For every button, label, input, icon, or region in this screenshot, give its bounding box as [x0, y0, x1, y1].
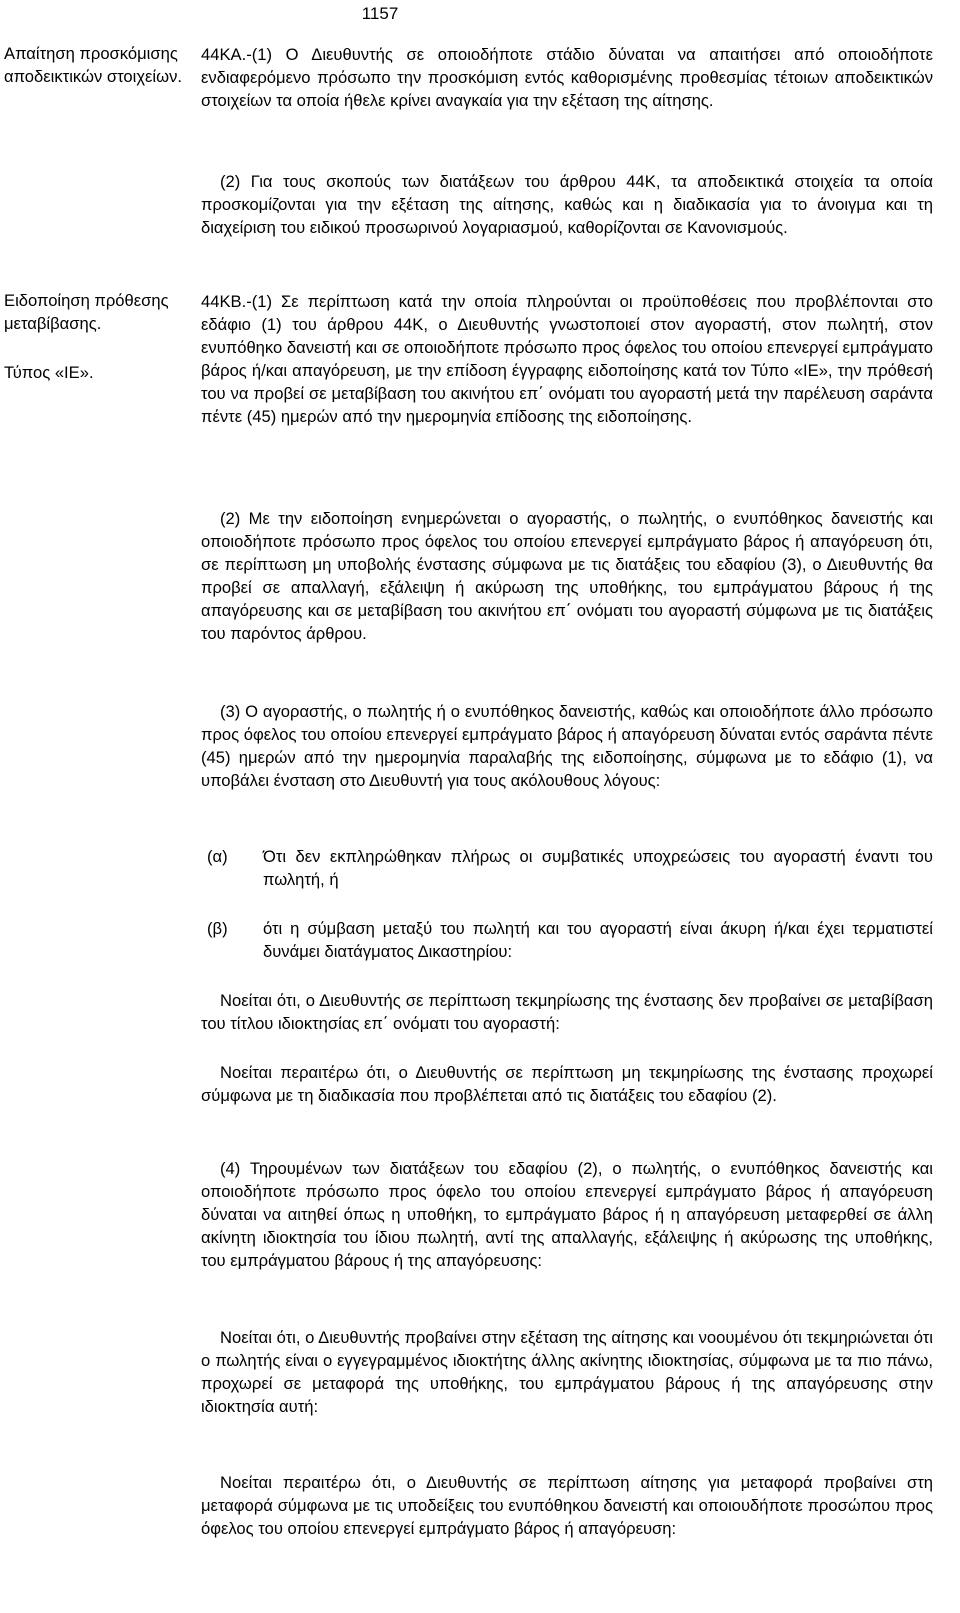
page-number: 1157 [361, 4, 399, 23]
sidenote-notice-of-intent: Ειδοποίηση πρόθεσης μεταβίβασης. [4, 291, 169, 333]
proviso-3: Νοείται ότι, ο Διευθυντής προβαίνει στην εξέταση της αίτησης και νοουμένου ότι τεκμηριώνεται ότι ο πωλητής είναι ο εγγεγραμμένος ιδιοκτήτης άλλης ακίνητης ιδιοκτησίας, σύμφωνα με τα πιο πάνω, προχωρεί σε μεταφορά της υποθήκης, του εμπράγματου βάρους ή της απαγόρευσης στην ιδιοκτησία αυτή: [201, 1328, 933, 1416]
item-b-text: ότι η σύμβαση μεταξύ του πωλητή και του αγοραστή είναι άκυρη ή/και έχει τερματιστεί δυνάμει διατάγματος Δικαστηρίου: [263, 919, 933, 961]
sidenote-form-ie: Τύπος «ΙΕ». [4, 363, 94, 382]
section-44ka-2: (2) Για τους σκοπούς των διατάξεων του άρθρου 44Κ, τα αποδεικτικά στοιχεία τα οποία προσκομίζονται για την εξέταση της αίτησης, καθώς και η διαδικασία για το άνοιγμα και τη διαχείριση του ειδικού προσωρινού λογαριασμού, καθορίζονται σε Κανονισμούς. [201, 172, 933, 237]
item-a-label: (α) [207, 847, 228, 866]
proviso-1: Νοείται ότι, ο Διευθυντής σε περίπτωση τεκμηρίωσης της ένστασης δεν προβαίνει σε μεταβίβαση του τίτλου ιδιοκτησίας επ΄ ονόματι του αγοραστή: [201, 991, 933, 1033]
proviso-4: Νοείται περαιτέρω ότι, ο Διευθυντής σε περίπτωση αίτησης για μεταφορά προβαίνει στη μεταφορά σύμφωνα με τις υποδείξεις του ενυπόθηκου δανειστή και οποιουδήποτε προσώπου προς όφελος του οποίου επενεργεί εμπράγματο βάρος ή απαγόρευση: [201, 1473, 933, 1538]
section-44kb-1: 44ΚΒ.-(1) Σε περίπτωση κατά την οποία πληρούνται οι προϋποθέσεις που προβλέπονται στο εδάφιο (1) του άρθρου 44Κ, ο Διευθυντής γνωστοποιεί στον αγοραστή, στον πωλητή, στον ενυπόθηκο δανειστή και σε οποιοδήποτε πρόσωπο προς όφελος του οποίου επενεργεί εμπράγματο βάρος ή/και απαγόρευση, με την επίδοση έγγραφης ειδοποίησης κατά τον Τύπο «ΙΕ», την πρόθεσή του να προβεί σε μεταβίβαση του ακινήτου επ΄ ονόματι του αγοραστή μετά την παρέλευση σαράντα πέντε (45) ημερών από την ημερομηνία επίδοσης της ειδοποίησης. [201, 292, 933, 426]
section-44ka-1: 44ΚΑ.-(1) Ο Διευθυντής σε οποιοδήποτε στάδιο δύναται να απαιτήσει από οποιοδήποτε ενδιαφερόμενο πρόσωπο την προσκόμιση εντός καθορισμένης προθεσμίας τέτοιων αποδεικτικών στοιχείων τα οποία ήθελε κρίνει αναγκαία για την εξέταση της αίτησης. [201, 45, 933, 110]
sidenote-request-evidence: Απαίτηση προσκόμισης αποδεικτικών στοιχείων. [4, 44, 182, 86]
item-b-label: (β) [207, 919, 228, 938]
section-44kb-4: (4) Τηρουμένων των διατάξεων του εδαφίου (2), ο πωλητής, ο ενυπόθηκος δανειστής και οποιοδήποτε πρόσωπο προς όφελο του οποίου επενεργεί εμπράγματο βάρος ή απαγόρευση δύναται να αιτηθεί όπως η υποθήκη, το εμπράγματο βάρος ή η απαγόρευση μεταφερθεί σε άλλη ακίνητη ιδιοκτησία του ίδιου πωλητή, αντί της απαλλαγής, εξάλειψης ή ακύρωσης της υποθήκης, του εμπράγματου βάρους ή της απαγόρευσης: [201, 1159, 933, 1270]
section-44kb-3: (3) Ο αγοραστής, ο πωλητής ή ο ενυπόθηκος δανειστής, καθώς και οποιοδήποτε άλλο πρόσωπο προς όφελος του οποίου επενεργεί εμπράγματο βάρος ή απαγόρευση δύναται εντός σαράντα πέντε (45) ημερών από την ημερομηνία παραλαβής της ειδοποίησης, σύμφωνα με το εδάφιο (1), να υποβάλει ένσταση στο Διευθυντή για τους ακόλουθους λόγους: [201, 702, 933, 790]
proviso-2: Νοείται περαιτέρω ότι, ο Διευθυντής σε περίπτωση μη τεκμηρίωσης της ένστασης προχωρεί σύμφωνα με τη διαδικασία που προβλέπεται από τις διατάξεις του εδαφίου (2). [201, 1063, 933, 1105]
item-a-text: Ότι δεν εκπληρώθηκαν πλήρως οι συμβατικές υποχρεώσεις του αγοραστή έναντι του πωλητή, ή [263, 847, 933, 889]
section-44kb-2: (2) Με την ειδοποίηση ενημερώνεται ο αγοραστής, ο πωλητής, ο ενυπόθηκος δανειστής και οποιοδήποτε πρόσωπο προς όφελος του οποίου επενεργεί εμπράγματο βάρος ή απαγόρευση ότι, σε περίπτωση μη υποβολής ένστασης σύμφωνα με τις διατάξεις του εδαφίου (3), ο Διευθυντής θα προβεί σε απαλλαγή, εξάλειψη ή ακύρωση της υποθήκης, του εμπράγματου βάρους ή της απαγόρευσης και σε μεταβίβαση του ακινήτου επ΄ ονόματι του αγοραστή σύμφωνα με τις διατάξεις του παρόντος άρθρου. [201, 509, 933, 643]
